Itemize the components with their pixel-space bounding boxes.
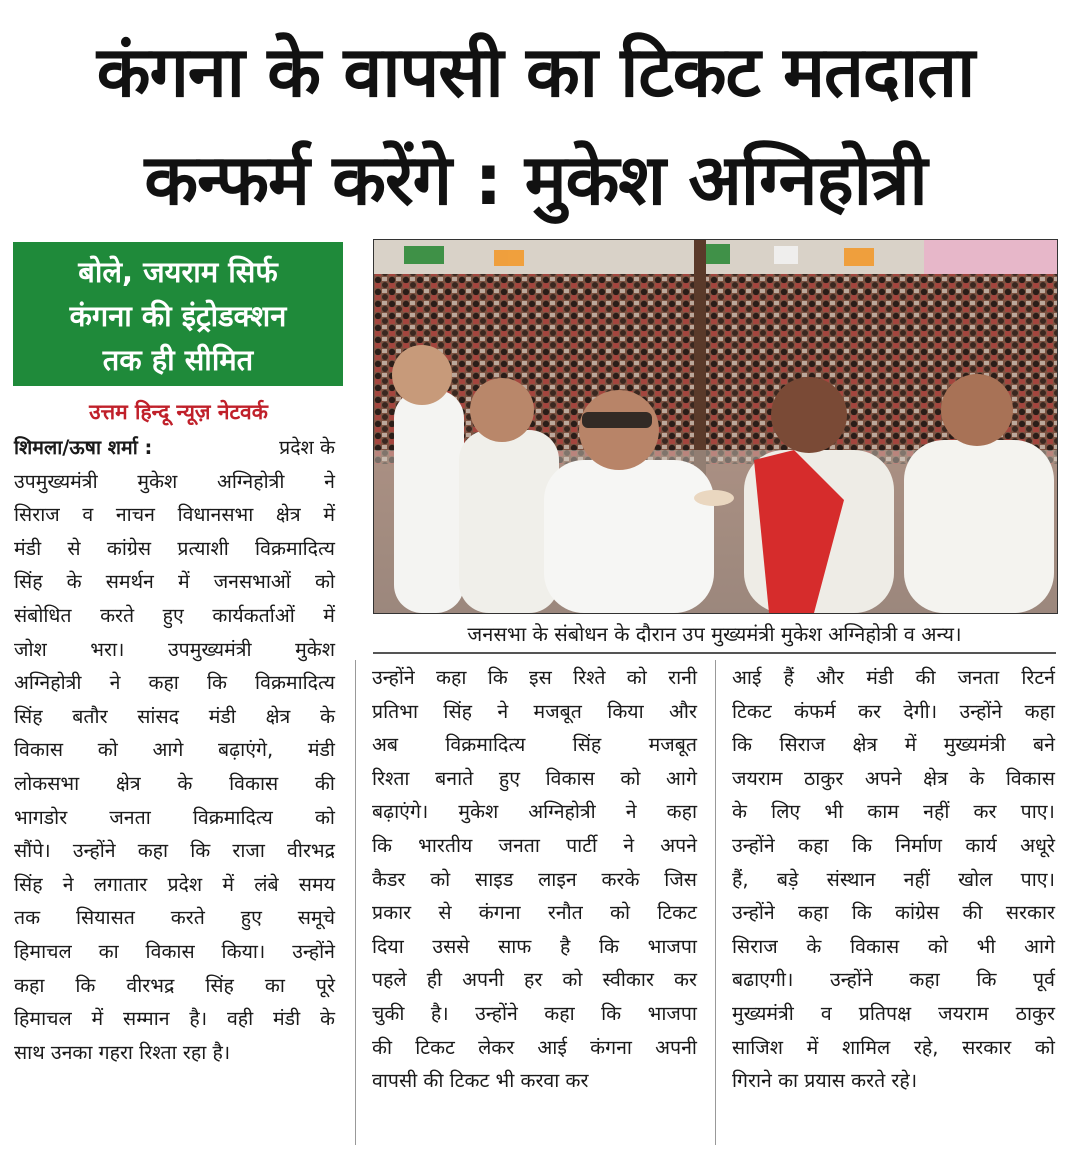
subheadline-line-1: बोले, जयराम सिर्फ	[78, 255, 278, 289]
article-line: साजिश में शामिल रहे, सरकार को	[732, 1035, 1055, 1059]
article-column-3	[732, 661, 1055, 1098]
article-line: पहले ही अपनी हर को स्वीकार कर	[372, 968, 697, 992]
article-line: प्रतिभा सिंह ने मजबूत किया और	[372, 699, 697, 723]
article-line: सिंह के समर्थन में जनसभाओं को	[14, 570, 335, 594]
article-line: के लिए भी काम नहीं कर पाए।	[732, 800, 1055, 824]
article-column-1	[14, 431, 335, 1069]
article-line: जोश भरा। उपमुख्यमंत्री मुकेश	[14, 637, 335, 661]
headline-line-2: कन्फर्म करेंगे : मुकेश अग्निहोत्री	[144, 139, 927, 221]
article-line: उपमुख्यमंत्री मुकेश अग्निहोत्री ने	[14, 469, 335, 493]
article-line: आई हैं और मंडी की जनता रिटर्न	[732, 666, 1055, 689]
article-line: कहा कि वीरभद्र सिंह का पूरे	[14, 973, 335, 997]
article-line: सौंपे। उन्होंने कहा कि राजा वीरभद्र	[14, 839, 335, 863]
article-line: वापसी की टिकट भी करवा कर	[372, 1069, 589, 1093]
article-line: रिश्ता बनाते हुए विकास को आगे	[372, 766, 697, 790]
news-photo	[373, 239, 1058, 614]
article-line: की टिकट लेकर आई कंगना अपनी	[372, 1035, 697, 1059]
article-line: सिराज के विकास को भी आगे	[732, 934, 1055, 958]
article-line: हिमाचल का विकास किया। उन्होंने	[14, 939, 335, 963]
article-line: साथ उनका गहरा रिश्ता रहा है।	[14, 1040, 231, 1064]
article-line: लोकसभा क्षेत्र के विकास की	[14, 771, 335, 795]
caption-divider	[373, 652, 1056, 654]
article-line: तक सियासत करते हुए समूचे	[14, 906, 335, 930]
dateline: शिमला/ऊषा शर्मा :	[14, 436, 153, 459]
article-line: विकास को आगे बढ़ाएंगे, मंडी	[14, 738, 335, 762]
article-line: मुख्यमंत्री व प्रतिपक्ष जयराम ठाकुर	[732, 1001, 1055, 1025]
byline: उत्तम हिन्दू न्यूज़ नेटवर्क	[89, 400, 268, 424]
article-line: कैडर को साइड लाइन करके जिस	[372, 867, 697, 891]
article-line: अग्निहोत्री ने कहा कि विक्रमादित्य	[14, 671, 335, 695]
article-line: सिंह बतौर सांसद मंडी क्षेत्र के	[14, 704, 335, 728]
article-line: टिकट कंफर्म कर देगी। उन्होंने कहा	[732, 699, 1055, 723]
article-line: उन्होंने कहा कि निर्माण कार्य अधूरे	[732, 833, 1055, 857]
article-line: चुकी है। उन्होंने कहा कि भाजपा	[372, 1001, 697, 1025]
article-line: अब विक्रमादित्य सिंह मजबूत	[372, 733, 697, 757]
article-line: गिराने का प्रयास करते रहे।	[732, 1069, 918, 1093]
article-line: संबोधित करते हुए कार्यकर्ताओं में	[14, 603, 335, 627]
first-line-text: प्रदेश के	[279, 436, 335, 459]
article-line: हैं, बड़े संस्थान नहीं खोल पाए।	[732, 867, 1055, 891]
headline	[0, 18, 1071, 234]
subheadline-line-2: कंगना की इंट्रोडक्शन	[69, 299, 287, 333]
article-line: उन्होंने कहा कि इस रिश्ते को रानी	[372, 666, 697, 689]
subheadline-box	[13, 242, 343, 386]
article-line: दिया उससे साफ है कि भाजपा	[372, 934, 697, 958]
article-column-2	[372, 661, 697, 1098]
column-divider-2	[715, 660, 716, 1145]
headline-line-1: कंगना के वापसी का टिकट मतदाता	[96, 31, 975, 113]
article-line: कि भारतीय जनता पार्टी ने अपने	[372, 833, 697, 857]
article-line: प्रकार से कंगना रनौत को टिकट	[372, 901, 697, 925]
article-line: मंडी से कांग्रेस प्रत्याशी विक्रमादित्य	[14, 536, 335, 560]
article-first-line	[14, 431, 335, 465]
article-line: सिंह ने लगातार प्रदेश में लंबे समय	[14, 872, 335, 896]
article-line: उन्होंने कहा कि कांग्रेस की सरकार	[732, 901, 1055, 925]
article-line: बढ़ाएंगे। मुकेश अग्निहोत्री ने कहा	[372, 800, 697, 824]
article-line: बढाएगी। उन्होंने कहा कि पूर्व	[732, 968, 1055, 992]
article-line: हिमाचल में सम्मान है। वही मंडी के	[14, 1007, 335, 1031]
rally-photo-illustration	[374, 240, 1057, 613]
column-divider-1	[355, 660, 356, 1145]
article-line: कि सिराज क्षेत्र में मुख्यमंत्री बने	[732, 733, 1055, 757]
subheadline-line-3: तक ही सीमित	[102, 343, 254, 377]
article-line: जयराम ठाकुर अपने क्षेत्र के विकास	[732, 766, 1055, 790]
article-line: सिराज व नाचन विधानसभा क्षेत्र में	[14, 503, 335, 527]
article-line: भागडोर जनता विक्रमादित्य को	[14, 805, 335, 829]
photo-caption: जनसभा के संबोधन के दौरान उप मुख्यमंत्री मुकेश अग्निहोत्री व अन्य।	[467, 622, 962, 646]
